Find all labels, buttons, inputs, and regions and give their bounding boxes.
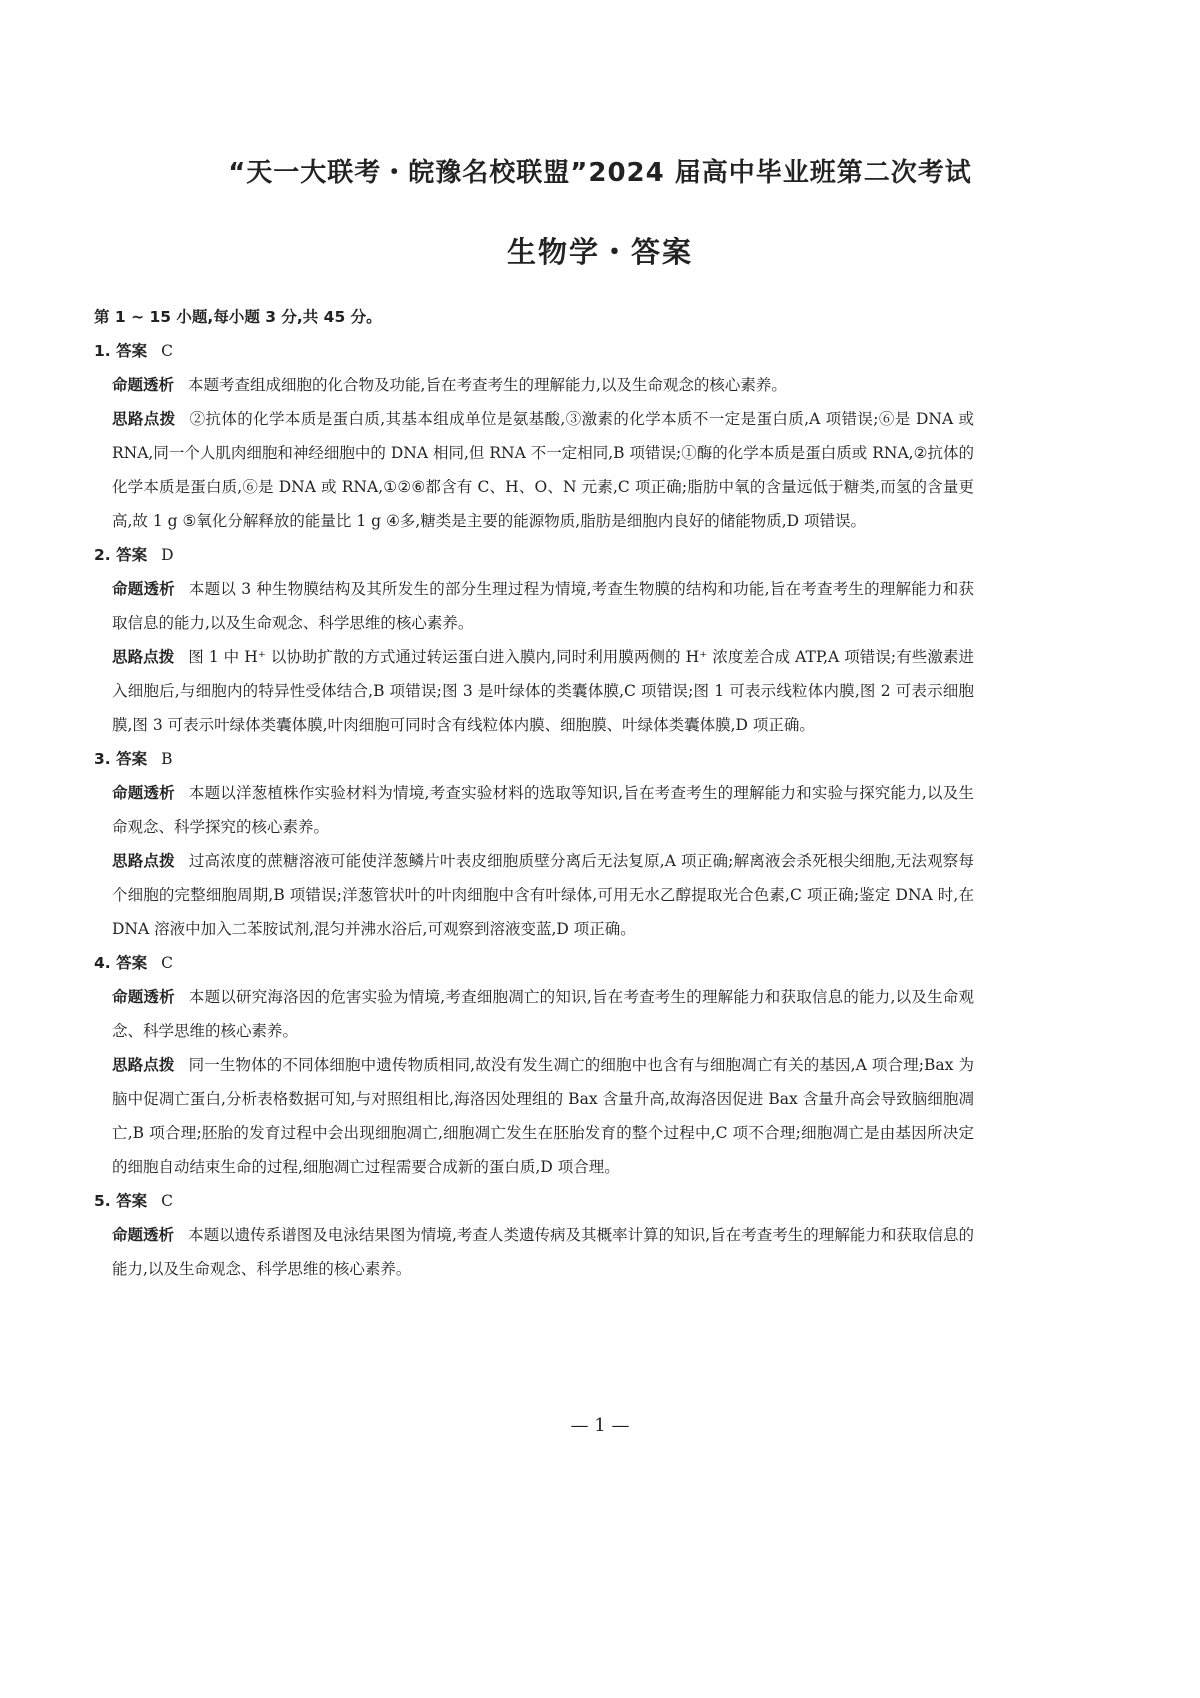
analysis-label: 命题透析: [112, 376, 175, 394]
page-number: — 1 —: [570, 1415, 630, 1436]
document-subtitle: 生物学・答案: [506, 235, 693, 269]
answer-label: 答案: [116, 1192, 148, 1210]
answer-value: C: [161, 342, 173, 360]
question-block: [94, 334, 974, 538]
question-number: 1.: [94, 342, 111, 360]
analysis-paragraph: [94, 776, 974, 844]
answer-line: [94, 946, 974, 980]
hint-label: 思路点拨: [112, 1056, 175, 1074]
analysis-label: 命题透析: [112, 1226, 175, 1244]
question-number: 5.: [94, 1192, 111, 1210]
answer-line: [94, 538, 974, 572]
analysis-paragraph: [94, 368, 974, 402]
analysis-text: 本题以遗传系谱图及电泳结果图为情境,考查人类遗传病及其概率计算的知识,旨在考查考生的理解能力和获取信息的能力,以及生命观念、科学思维的核心素养。: [112, 1226, 974, 1278]
hint-text: ②抗体的化学本质是蛋白质,其基本组成单位是氨基酸,③激素的化学本质不一定是蛋白质,A 项错误;⑥是 DNA 或 RNA,同一个人肌肉细胞和神经细胞中的 DNA 相同,但 RNA 不一定相同,B 项错误;①酶的化学本质是蛋白质或 RNA,②抗体的化学本质是蛋白质,⑥是 DNA 或 RNA,①②⑥都含有 C、H、O、N 元素,C 项正确;脂肪中氧的含量远低于糖类,而氢的含量更高,故 1 g ⑤氧化分解释放的能量比 1 g ④多,糖类是主要的能源物质,脂肪是细胞内良好的储能物质,D 项错误。: [112, 410, 974, 530]
answer-value: B: [161, 750, 173, 768]
question-number: 3.: [94, 750, 111, 768]
hint-label: 思路点拨: [112, 410, 176, 428]
analysis-text: 本题以洋葱植株作实验材料为情境,考查实验材料的选取等知识,旨在考查考生的理解能力和实验与探究能力,以及生命观念、科学探究的核心素养。: [112, 784, 974, 836]
answer-content: [94, 300, 974, 1286]
analysis-paragraph: [94, 572, 974, 640]
analysis-text: 本题考查组成细胞的化合物及功能,旨在考查考生的理解能力,以及生命观念的核心素养。: [188, 376, 787, 394]
answer-line: [94, 742, 974, 776]
hint-text: 图 1 中 H⁺ 以协助扩散的方式通过转运蛋白进入膜内,同时利用膜两侧的 H⁺ 浓度差合成 ATP,A 项错误;有些激素进入细胞后,与细胞内的特异性受体结合,B 项错误;图 3 是叶绿体的类囊体膜,C 项错误;图 1 可表示线粒体内膜,图 2 可表示细胞膜,图 3 可表示叶绿体类囊体膜,叶肉细胞可同时含有线粒体内膜、细胞膜、叶绿体类囊体膜,D 项正确。: [112, 648, 974, 734]
hint-paragraph: [94, 844, 974, 946]
question-number: 2.: [94, 546, 111, 564]
answer-value: C: [161, 954, 173, 972]
question-number: 4.: [94, 954, 111, 972]
answer-label: 答案: [116, 342, 148, 360]
hint-text: 同一生物体的不同体细胞中遗传物质相同,故没有发生凋亡的细胞中也含有与细胞凋亡有关的基因,A 项合理;Bax 为脑中促凋亡蛋白,分析表格数据可知,与对照组相比,海洛因处理组的 Bax 含量升高,故海洛因促进 Bax 含量升高会导致脑细胞凋亡,B 项合理;胚胎的发育过程中会出现细胞凋亡,细胞凋亡发生在胚胎发育的整个过程中,C 项不合理;细胞凋亡是由基因所决定的细胞自动结束生命的过程,细胞凋亡过程需要合成新的蛋白质,D 项合理。: [112, 1056, 974, 1176]
answer-label: 答案: [116, 954, 148, 972]
hint-paragraph: [94, 402, 974, 538]
answer-value: D: [161, 546, 174, 564]
analysis-paragraph: [94, 1218, 974, 1286]
answer-line: [94, 1184, 974, 1218]
analysis-text: 本题以研究海洛因的危害实验为情境,考查细胞凋亡的知识,旨在考查考生的理解能力和获取信息的能力,以及生命观念、科学思维的核心素养。: [112, 988, 974, 1040]
analysis-label: 命题透析: [112, 784, 175, 802]
hint-paragraph: [94, 640, 974, 742]
hint-label: 思路点拨: [112, 648, 175, 666]
answer-label: 答案: [116, 546, 148, 564]
answer-line: [94, 334, 974, 368]
question-block: [94, 538, 974, 742]
question-block: [94, 1184, 974, 1286]
hint-label: 思路点拨: [112, 852, 175, 870]
section-intro: 第 1 ~ 15 小题,每小题 3 分,共 45 分。: [94, 308, 382, 326]
hint-text: 过高浓度的蔗糖溶液可能使洋葱鳞片叶表皮细胞质壁分离后无法复原,A 项正确;解离液会杀死根尖细胞,无法观察每个细胞的完整细胞周期,B 项错误;洋葱管状叶的叶肉细胞中含有叶绿体,可用无水乙醇提取光合色素,C 项正确;鉴定 DNA 时,在 DNA 溶液中加入二苯胺试剂,混匀并沸水浴后,可观察到溶液变蓝,D 项正确。: [112, 852, 974, 938]
question-block: [94, 946, 974, 1184]
question-block: [94, 742, 974, 946]
analysis-label: 命题透析: [112, 580, 175, 598]
analysis-label: 命题透析: [112, 988, 175, 1006]
analysis-text: 本题以 3 种生物膜结构及其所发生的部分生理过程为情境,考查生物膜的结构和功能,旨在考查考生的理解能力和获取信息的能力,以及生命观念、科学思维的核心素养。: [112, 580, 974, 632]
hint-paragraph: [94, 1048, 974, 1184]
document-title: “天一大联考・皖豫名校联盟”2024 届高中毕业班第二次考试: [228, 158, 972, 188]
answer-label: 答案: [116, 750, 148, 768]
answer-value: C: [161, 1192, 173, 1210]
analysis-paragraph: [94, 980, 974, 1048]
